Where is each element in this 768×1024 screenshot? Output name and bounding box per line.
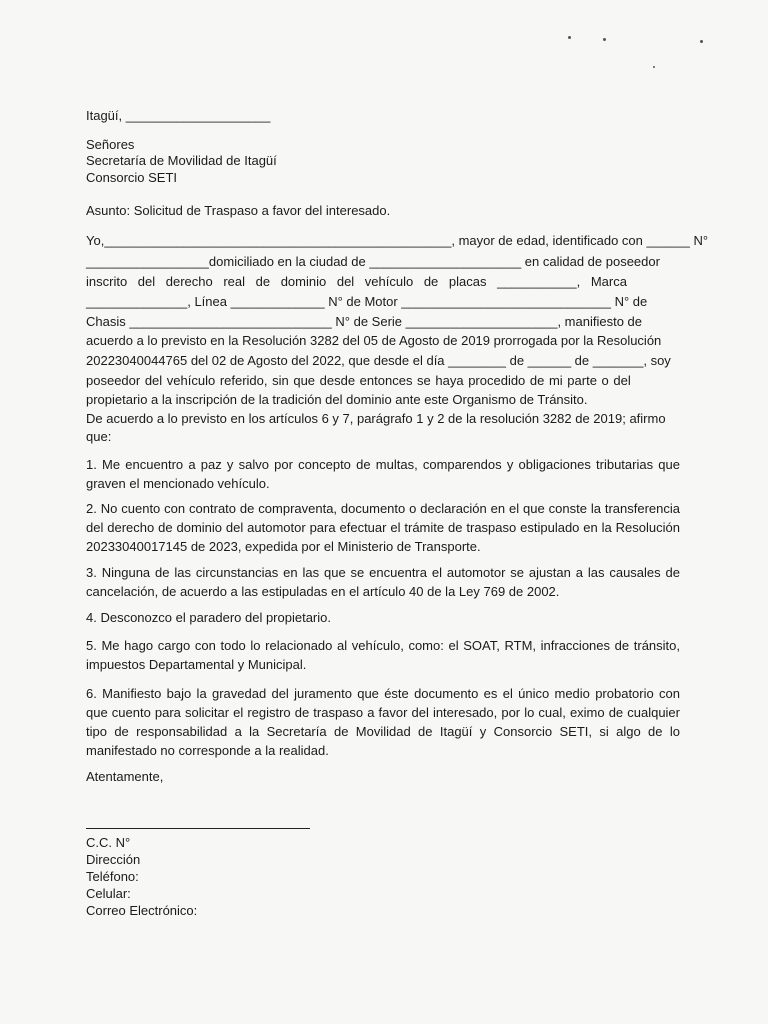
item-3: 3. Ninguna de las circunstancias en las que se encuentra el automotor se ajustan a las causales de cancelación, de acuerdo a las estipuladas en el artículo 40 de la Ley 769 de 2002. (86, 565, 680, 599)
form-line: inscrito del derecho real de dominio del vehículo de placas ___________, Marca (86, 274, 627, 289)
address-field-label: Dirección (86, 852, 141, 867)
body-line: que: (86, 429, 112, 444)
closing: Atentamente, (86, 769, 164, 784)
scan-speck (700, 40, 703, 43)
email-field-label: Correo Electrónico: (86, 903, 198, 918)
item-4: 4. Desconozco el paradero del propietario. (86, 610, 331, 625)
body-line: De acuerdo a lo previsto en los artículos 6 y 7, parágrafo 1 y 2 de la resolución 3282 de 2019; afirmo (86, 411, 666, 426)
body-line: poseedor del vehículo referido, sin que desde entonces se haya procedido de mi parte o del (86, 373, 631, 388)
recipient-line-2: Consorcio SETI (86, 170, 178, 185)
form-line: ______________, Línea _____________ N° de Motor _____________________________ N° de (86, 294, 648, 309)
salutation: Señores (86, 137, 135, 152)
form-line: _________________domiciliado en la ciudad de _____________________ en calidad de poseedor (86, 254, 660, 269)
scan-speck (568, 36, 571, 39)
body-line: propietario a la inscripción de la tradición del dominio ante este Organismo de Tránsito. (86, 392, 588, 407)
item-5: 5. Me hago cargo con todo lo relacionado al vehículo, como: el SOAT, RTM, infracciones de tránsito, impuestos Departamental y Municipal. (86, 638, 680, 672)
mobile-field-label: Celular: (86, 886, 131, 901)
item-6: 6. Manifiesto bajo la gravedad del juramento que éste documento es el único medio probatorio con que cuento para solicitar el registro de traspaso a favor del interesado, por lo cual, eximo de cualquier tipo de responsabilidad a la Secretaría de Movilidad de Itagüí y Consorcio SETI, si algo de lo manifestado no corresponde a la realidad. (86, 686, 680, 758)
form-line: Chasis ____________________________ N° de Serie _____________________, manifiesto de (86, 314, 643, 329)
scan-speck (653, 66, 655, 68)
cc-field-label: C.C. N° (86, 835, 131, 850)
signature-line (86, 828, 310, 829)
item-2: 2. No cuento con contrato de compraventa, documento o declaración en el que conste la transferencia del derecho de dominio del automotor para efectuar el trámite de traspaso estipulado en la Resolución 20233040017145 de 2023, expedida por el Ministerio de Transporte. (86, 501, 680, 554)
form-line: Yo,________________________________________________, mayor de edad, identificado con ______ N° (86, 233, 709, 248)
subject-line: Asunto: Solicitud de Traspaso a favor del interesado. (86, 203, 391, 218)
recipient-line-1: Secretaría de Movilidad de Itagüí (86, 153, 277, 168)
body-line: 20223040044765 del 02 de Agosto del 2022, que desde el día ________ de ______ de _______, soy (86, 353, 671, 368)
place-date-line: Itagüí, ____________________ (86, 108, 271, 123)
scan-speck (603, 38, 606, 41)
body-line: acuerdo a lo previsto en la Resolución 3282 del 05 de Agosto de 2019 prorrogada por la Resolución (86, 333, 662, 348)
phone-field-label: Teléfono: (86, 869, 139, 884)
item-1: 1. Me encuentro a paz y salvo por concepto de multas, comparendos y obligaciones tributarias que graven el mencionado vehículo. (86, 457, 680, 491)
